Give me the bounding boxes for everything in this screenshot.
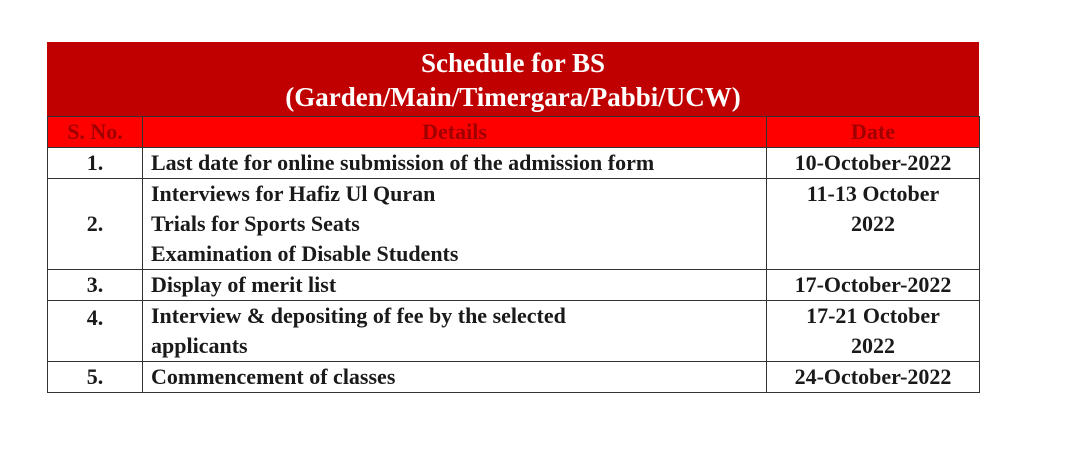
schedule-subtitle: (Garden/Main/Timergara/Pabbi/UCW)	[285, 82, 741, 112]
table-row	[48, 179, 980, 270]
row-date	[767, 270, 980, 301]
table-row	[48, 362, 980, 393]
date-line: 24-October-2022	[794, 364, 952, 389]
date-line: 2022	[851, 211, 895, 236]
column-header-sno: S. No.	[48, 117, 143, 148]
schedule-title: Schedule for BS	[420, 48, 606, 78]
schedule-table	[47, 116, 980, 393]
row-date	[767, 179, 980, 270]
row-date	[767, 362, 980, 393]
detail-line: Display of merit list	[151, 272, 337, 297]
table-row	[48, 270, 980, 301]
row-sno: 2.	[48, 179, 143, 270]
row-details	[143, 270, 767, 301]
column-header-details: Details	[143, 117, 767, 148]
row-details	[143, 179, 767, 270]
detail-line: Last date for online submission of the admission form	[151, 150, 655, 175]
schedule-sheet	[47, 42, 979, 393]
date-line: 17-21 October	[806, 303, 940, 328]
row-details	[143, 148, 767, 179]
detail-line: Interviews for Hafiz Ul Quran	[151, 181, 436, 206]
row-sno: 5.	[48, 362, 143, 393]
date-line: 2022	[851, 333, 895, 358]
detail-line: Interview & depositing of fee by the selected	[151, 303, 566, 328]
date-line: 17-October-2022	[794, 272, 952, 297]
row-date	[767, 301, 980, 362]
row-details	[143, 362, 767, 393]
detail-line: Commencement of classes	[151, 364, 396, 389]
date-line: 11-13 October	[806, 181, 940, 206]
row-sno: 4.	[48, 301, 143, 362]
row-date	[767, 148, 980, 179]
table-header-row	[48, 117, 980, 148]
row-sno: 3.	[48, 270, 143, 301]
detail-line: applicants	[151, 333, 248, 358]
table-row	[48, 301, 980, 362]
detail-line: Trials for Sports Seats	[151, 211, 360, 236]
detail-line: Examination of Disable Students	[151, 241, 459, 266]
row-details	[143, 301, 767, 362]
schedule-title-banner	[47, 42, 979, 116]
row-sno: 1.	[48, 148, 143, 179]
column-header-date: Date	[767, 117, 980, 148]
table-row	[48, 148, 980, 179]
date-line: 10-October-2022	[794, 150, 952, 175]
